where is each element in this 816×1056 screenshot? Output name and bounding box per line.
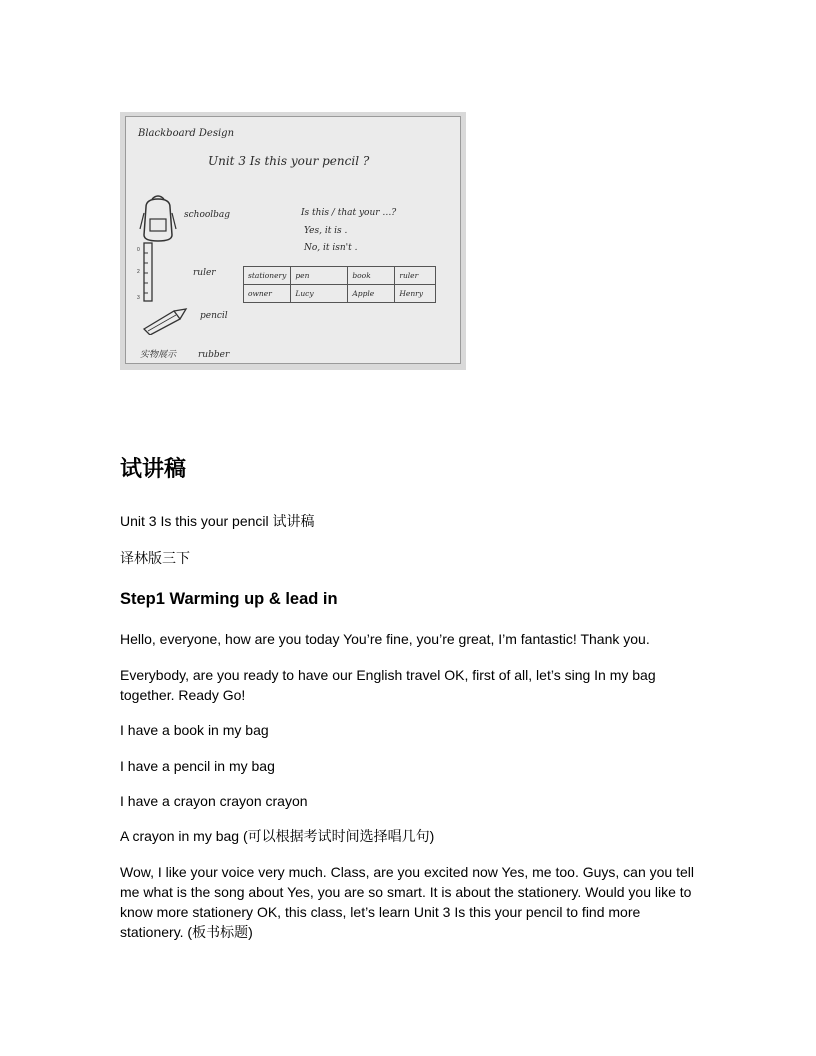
svg-text:3: 3 xyxy=(137,295,140,301)
blackboard-design-photo xyxy=(120,112,466,370)
blackboard-sketch xyxy=(125,116,461,364)
sentence-no: No, it isn't . xyxy=(304,243,358,253)
step1-heading: Step1 Warming up & lead in xyxy=(120,590,338,608)
page-heading: 试讲稿 xyxy=(120,457,187,482)
table-cell: Henry xyxy=(395,285,436,303)
table-cell: owner xyxy=(244,285,291,303)
sentence-question: Is this / that your …? xyxy=(301,208,397,218)
textbook-edition: 译林版三下 xyxy=(120,550,190,566)
sentence-yes: Yes, it is . xyxy=(304,226,348,236)
table-cell: Lucy xyxy=(291,285,348,303)
svg-text:2: 2 xyxy=(137,269,140,275)
word-rubber: rubber xyxy=(198,350,230,360)
pencil-icon xyxy=(140,305,188,335)
word-ruler: ruler xyxy=(193,268,216,278)
word-realia: 实物展示 xyxy=(140,350,177,360)
blackboard-title: Blackboard Design xyxy=(138,128,235,139)
paragraph: I have a crayon crayon crayon xyxy=(120,793,308,809)
paragraph: Everybody, are you ready to have our English travel OK, first of all, let’s sing In my bag together. Ready Go! xyxy=(120,667,656,703)
blackboard-unit-title: Unit 3 Is this your pencil ? xyxy=(208,154,370,168)
lesson-title: Unit 3 Is this your pencil 试讲稿 xyxy=(120,513,315,529)
table-cell: stationery xyxy=(244,267,291,285)
svg-text:0: 0 xyxy=(137,247,140,253)
table-cell: pen xyxy=(291,267,348,285)
schoolbag-icon xyxy=(138,195,180,243)
stationery-owner-table xyxy=(243,266,436,303)
table-cell: ruler xyxy=(395,267,436,285)
word-pencil: pencil xyxy=(200,311,228,321)
paragraph: A crayon in my bag (可以根据考试时间选择唱几句) xyxy=(120,828,435,844)
paragraph: I have a pencil in my bag xyxy=(120,758,275,774)
table-cell: book xyxy=(348,267,395,285)
paragraph: I have a book in my bag xyxy=(120,722,269,738)
word-schoolbag: schoolbag xyxy=(184,210,231,220)
table-row xyxy=(244,267,436,285)
table-cell: Apple xyxy=(348,285,395,303)
ruler-icon xyxy=(136,241,160,305)
table-row xyxy=(244,285,436,303)
paragraph: Wow, I like your voice very much. Class, are you excited now Yes, me too. Guys, can you tell me what is the song about Yes, you are so smart. It is about the stationery. Would you like to know more stationery OK, this class, let’s learn Unit 3 Is this your pencil to find more stationery. (板书标题) xyxy=(120,864,694,940)
paragraph: Hello, everyone, how are you today You’re fine, you’re great, I’m fantastic! Thank you. xyxy=(120,631,650,647)
